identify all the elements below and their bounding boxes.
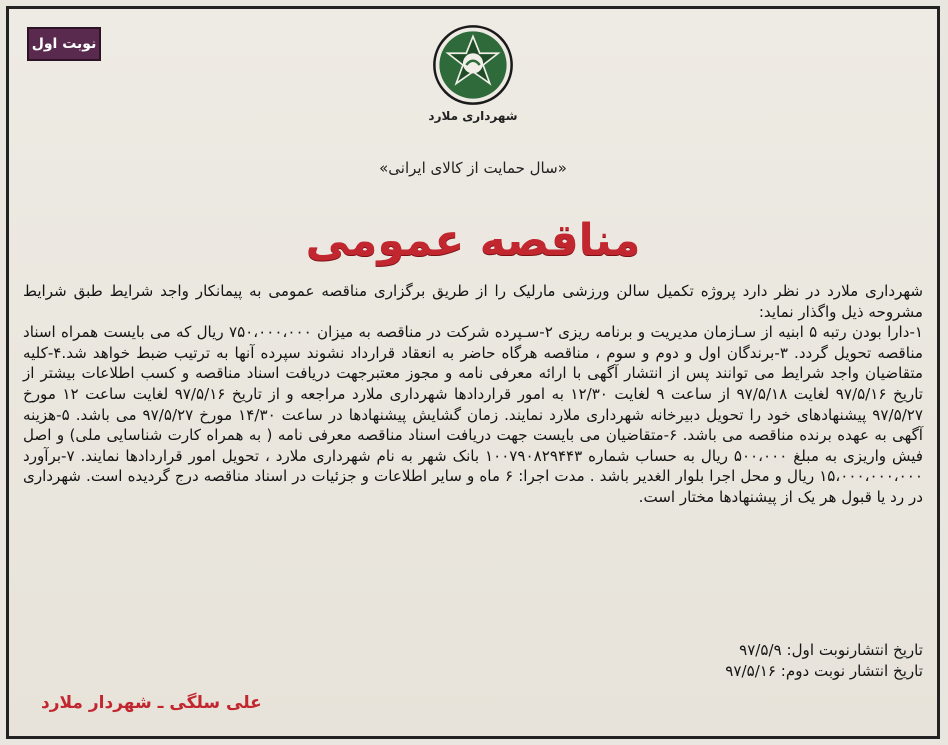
ad-body: [23, 281, 923, 508]
publication-badge: نوبت اول: [27, 27, 101, 61]
first-publication-date: تاریخ انتشارنوبت اول: ۹۷/۵/۹: [739, 641, 923, 659]
newspaper-ad: [6, 6, 940, 739]
ad-title: مناقصه عمومی: [305, 215, 641, 266]
conditions-paragraph: ۱-دارا بودن رتبه ۵ ابنیه از سـازمان مدیریت و برنامه ریزی ۲-سـپرده شرکت در مناقصه به میزان ۷۵۰،۰۰۰،۰۰۰ ریال که می بایست همراه اسناد مناقصه تحویل گردد. ۳-برندگان اول و دوم و سوم ، مناقصه هرگاه حاضر به انعقاد قرارداد نشوند سپرده آنها به ترتیب ضبط خواهد شد.۴-کلیه متقاضیان واجد شرایط می توانند پس از انتشار آگهی با ارائه معرفی نامه و مجوز معتبرجهت دریافت اسناد مناقصه و کسب اطلاعات بیشتر از تاریخ ۹۷/۵/۱۶ لغایت ۹۷/۵/۱۸ از ساعت ۹ لغایت ۱۲/۳۰ به امور قراردادها شهرداری ملارد مراجعه و از تاریخ ۹۷/۵/۱۶ لغایت ساعت ۱۲ مورخ ۹۷/۵/۲۷ پیشنهادهای خود را تحویل دبیرخانه شهرداری ملارد نمایند. زمان گشایش پیشنهادها در ساعت ۱۴/۳۰ مورخ ۹۷/۵/۲۷ می باشد. ۵-هزینه آگهی به عهده برنده مناقصه می باشد. ۶-متقاضیان می بایست جهت دریافت اسناد مناقصه معرفی نامه ( به همراه کارت شناسایی ملی) و اصل فیش واریزی به مبلغ ۵۰۰،۰۰۰ ریال به حساب شماره ۱۰۰۷۹۰۸۲۹۴۴۳ بانک شهر به نام شهرداری ملارد ، تحویل امور قراردادها نمایند. ۷-برآورد ۱۵،۰۰۰،۰۰۰،۰۰۰ ریال و محل اجرا بلوار الغدیر باشد . مدت اجرا: ۶ ماه و سایر اطلاعات و جزئیات در اسناد مناقصه درج گردیده است. شهرداری در رد یا قبول هر یک از پیشنهادها مختار است.: [23, 323, 924, 506]
signature: علی سلگی ـ شهردار ملارد: [41, 693, 262, 713]
emblem-icon: [431, 23, 515, 107]
logo-caption: شهرداری ملارد: [428, 109, 518, 123]
publication-dates: [725, 640, 923, 681]
second-publication-date: تاریخ انتشار نوبت دوم: ۹۷/۵/۱۶: [725, 661, 923, 680]
slogan: «سال حمایت از کالای ایرانی»: [379, 159, 567, 177]
municipality-logo: [428, 23, 518, 123]
intro-paragraph: شهرداری ملارد در نظر دارد پروژه تکمیل سالن ورزشی مارلیک را از طریق برگزاری مناقصه عمومی به پیمانکار واجد شرایط طبق شرایط مشروحه ذیل واگذار نماید:: [23, 282, 923, 321]
